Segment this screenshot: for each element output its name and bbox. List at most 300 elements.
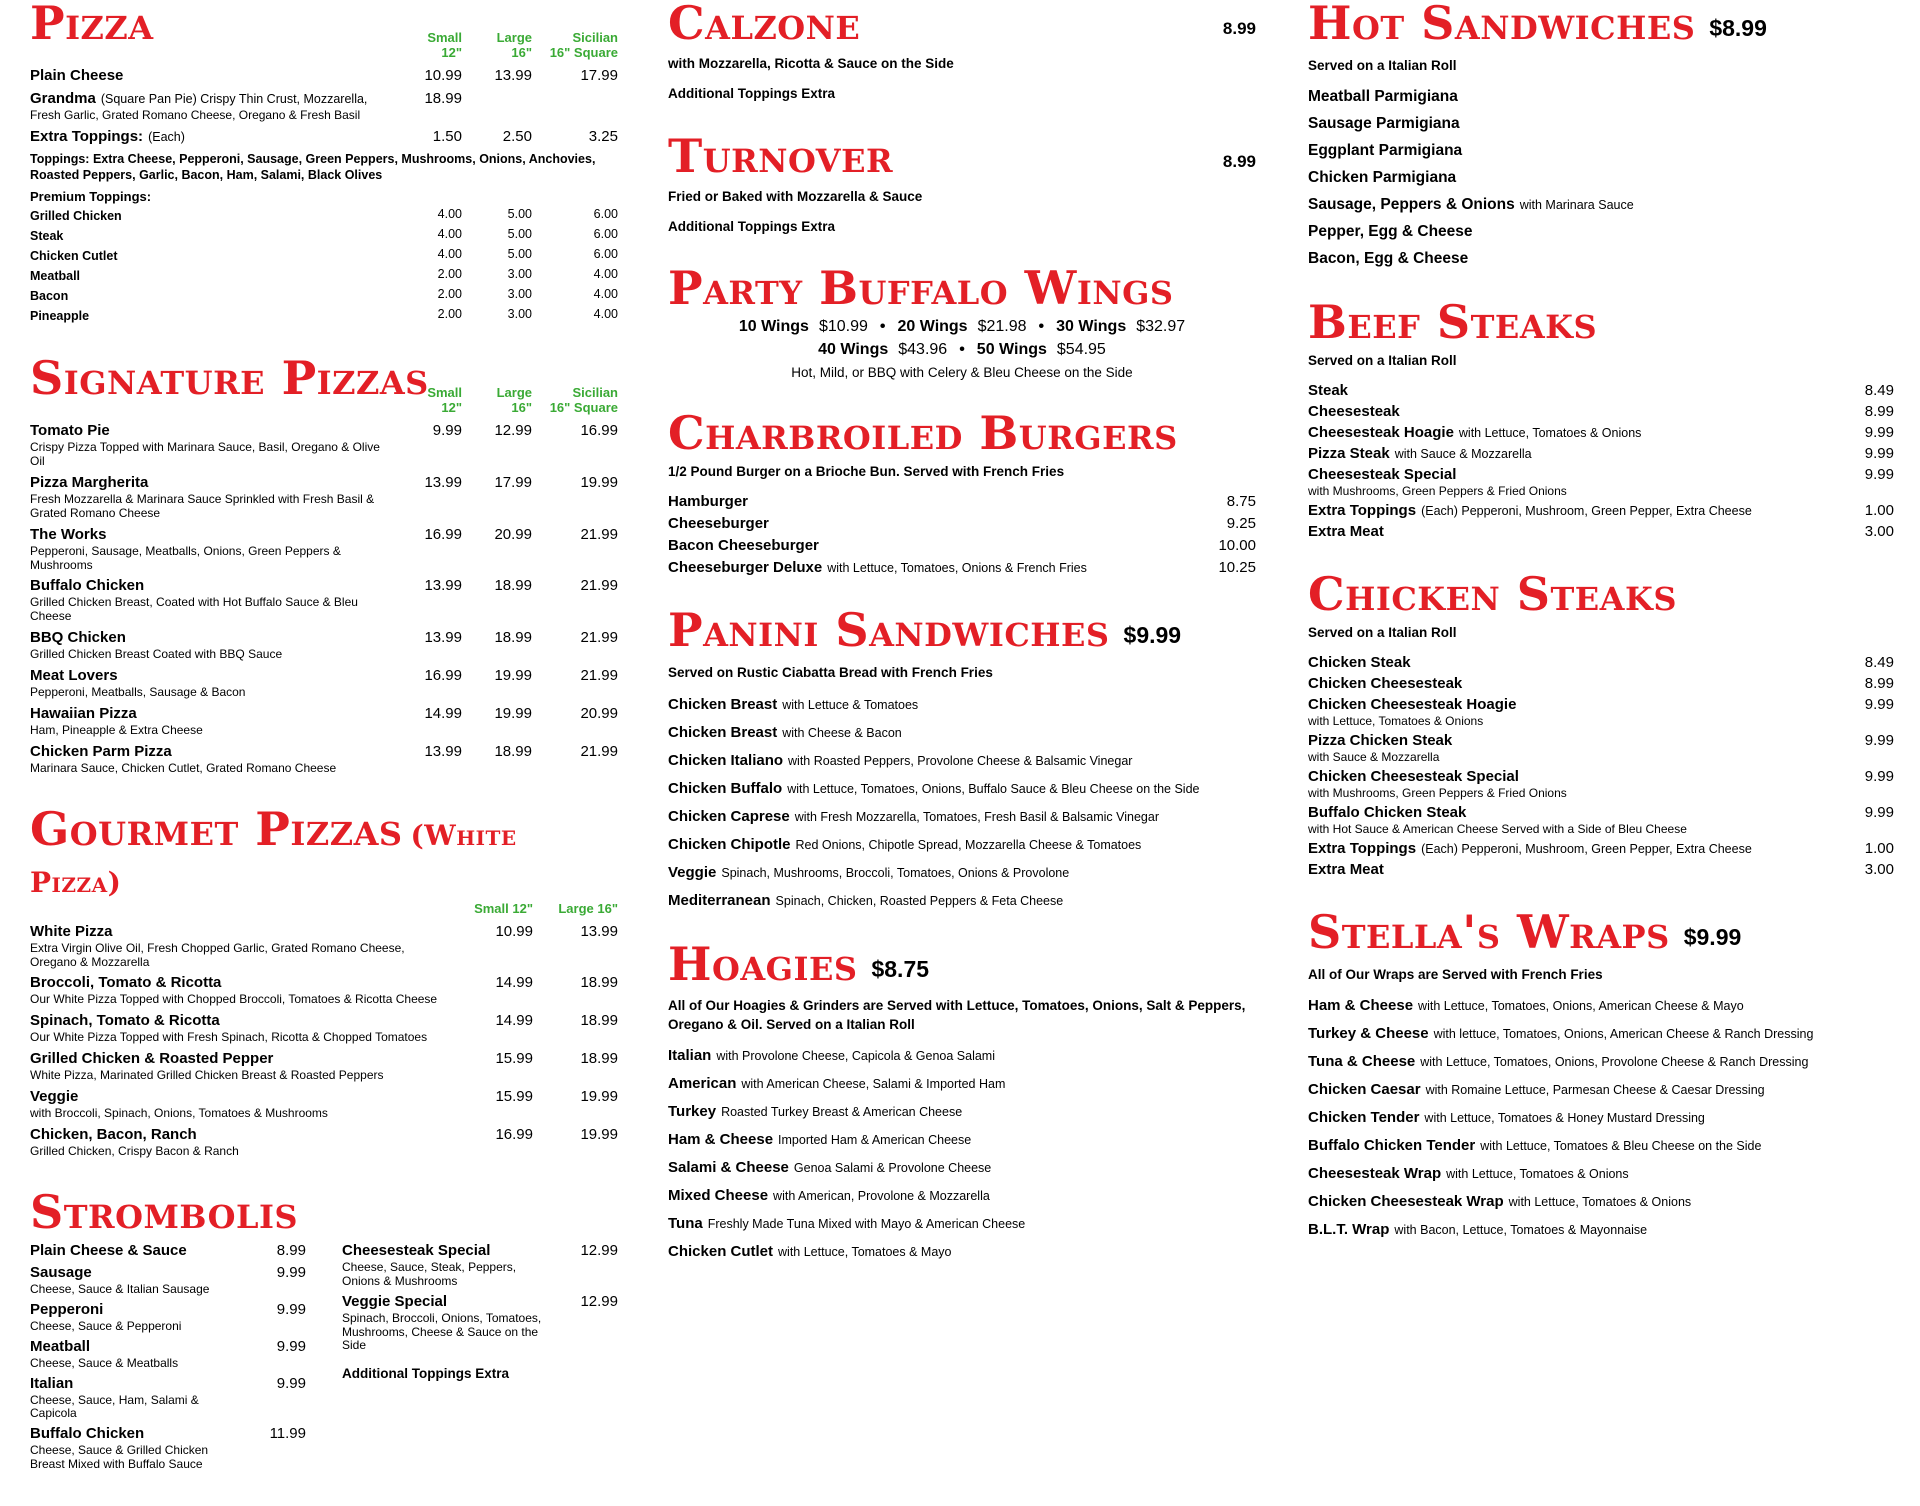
menu-item (1308, 1136, 1894, 1156)
menu-item (1308, 1220, 1894, 1240)
item-name: Chicken Cheesesteak (1308, 675, 1463, 693)
item-name: Chicken Caprese (668, 807, 790, 825)
item-inline-description: with lettuce, Tomatoes, Onions, American Cheese & Ranch Dressing (1433, 1027, 1814, 1042)
menu-item (1308, 861, 1894, 879)
item-price: 1.00 (1864, 839, 1894, 857)
item-name: Tomato Pie (30, 421, 110, 439)
item-price-sicilian (532, 90, 618, 108)
item-name-cell (30, 974, 448, 992)
menu-item (1308, 1108, 1894, 1128)
menu-item (1308, 675, 1894, 693)
item-name-cell (30, 1425, 244, 1443)
item-inline-description: with Cheese & Bacon (782, 725, 902, 740)
item-price: 10.25 (1218, 559, 1256, 577)
item-name: Cheesesteak (1308, 403, 1400, 421)
item-name-cell (30, 743, 392, 761)
menu-item (1308, 804, 1894, 837)
section-title-burgers: Charbroiled Burgers (668, 406, 1178, 461)
wings-price-line-2 (668, 341, 1256, 359)
item-name: Chicken Cutlet (668, 1242, 774, 1260)
pizza-items (30, 67, 618, 146)
item-price-large: 19.99 (580, 1126, 618, 1144)
item-price-sicilian: 19.99 (580, 473, 618, 491)
size-label: 16" (511, 400, 532, 416)
item-price: 9.99 (1864, 696, 1894, 714)
section-title-wraps: Stella's Wraps (1308, 904, 1670, 959)
menu-item (1308, 466, 1894, 499)
item-name: Sausage Parmigiana (1308, 115, 1460, 133)
hoagie-items (668, 1046, 1256, 1262)
item-name-cell (1308, 445, 1832, 463)
item-name: Plain Cheese & Sauce (30, 1241, 187, 1259)
title-row (1308, 904, 1894, 962)
item-name: Pineapple (30, 309, 90, 324)
item-inline-description: Imported Ham & American Cheese (778, 1132, 972, 1147)
wings-note: Hot, Mild, or BBQ with Celery & Bleu Cheese on the Side (791, 365, 1133, 381)
item-price-small: 1.50 (432, 127, 462, 145)
item-price: 9.99 (1864, 804, 1894, 821)
item-name: Cheesesteak Special (342, 1241, 491, 1259)
item-price-large: 18.99 (580, 1012, 618, 1030)
menu-item (668, 1186, 1256, 1206)
section-price: $8.99 (1709, 15, 1767, 41)
menu-item (1308, 840, 1894, 858)
menu-item (1308, 249, 1894, 269)
item-name: Eggplant Parmigiana (1308, 142, 1463, 160)
item-name: Extra Toppings: (30, 127, 144, 145)
menu-item (668, 1158, 1256, 1178)
beef-steak-items (1308, 382, 1894, 541)
menu-item (30, 287, 618, 305)
menu-item (1308, 141, 1894, 161)
item-price: 10.00 (1218, 537, 1256, 555)
item-name: Chicken Breast (668, 695, 778, 713)
item-name-cell (30, 1050, 448, 1068)
wings-price-option (947, 341, 1106, 358)
item-price-sicilian: 21.99 (580, 742, 618, 760)
menu-item (30, 1242, 306, 1260)
item-name-cell (668, 559, 1194, 577)
item-name-cell (1308, 424, 1832, 442)
item-price: 3.00 (1864, 860, 1894, 878)
menu-item (1308, 445, 1894, 463)
item-name: Buffalo Chicken (30, 577, 145, 595)
item-name: Hamburger (668, 493, 749, 511)
size-label: Small (427, 29, 462, 45)
item-name-cell (30, 307, 392, 325)
item-name: Veggie Special (342, 1292, 448, 1310)
item-name: Chicken Cutlet (30, 249, 118, 264)
item-name: Italian (668, 1046, 712, 1064)
item-name: Steak (1308, 382, 1349, 400)
item-description: Cheese, Sauce & Italian Sausage (30, 1281, 210, 1296)
item-name-cell (30, 287, 392, 305)
menu-column-left (30, 0, 618, 1506)
item-name: White Pizza (30, 922, 113, 940)
menu-item (668, 891, 1256, 911)
item-name-cell (30, 1264, 244, 1282)
item-price-large: 5.00 (507, 207, 532, 222)
additional-toppings-note: Additional Toppings Extra (668, 86, 835, 102)
item-name: Meatball (30, 1337, 91, 1355)
menu-item (668, 493, 1256, 511)
item-price-small: 15.99 (495, 1050, 533, 1068)
item-name-cell (30, 128, 392, 146)
item-name-cell (30, 629, 392, 647)
item-name-cell (1308, 696, 1832, 714)
item-name-cell (30, 667, 392, 685)
item-name: Chicken Steak (1308, 654, 1411, 672)
section-subtitle: Served on a Italian Roll (1308, 625, 1457, 641)
section-chicken-steaks (1308, 567, 1894, 879)
item-description: Grilled Chicken Breast, Coated with Hot Buffalo Sauce & Bleu Cheese (30, 595, 358, 624)
item-name-cell (30, 247, 392, 265)
menu-item (1308, 1192, 1894, 1212)
item-price-small: 2.00 (437, 287, 462, 302)
item-name: Chicken Buffalo (668, 779, 783, 797)
menu-item (1308, 696, 1894, 729)
item-inline-description: with Bacon, Lettuce, Tomatoes & Mayonnaise (1394, 1223, 1648, 1238)
item-description: Grilled Chicken, Crispy Bacon & Ranch (30, 1144, 239, 1159)
menu-item (668, 1046, 1256, 1066)
item-name: Pepperoni (30, 1300, 104, 1318)
item-name: Pizza Margherita (30, 473, 149, 491)
item-name: Meatball Parmigiana (1308, 88, 1458, 106)
menu-item (1308, 654, 1894, 672)
item-price-large: 13.99 (494, 66, 532, 84)
item-name-cell (1308, 466, 1832, 484)
item-name: Chicken Cheesesteak Hoagie (1308, 696, 1517, 714)
item-inline-description: (Each) Pepperoni, Mushroom, Green Pepper, Extra Cheese (1421, 841, 1752, 856)
item-name: Extra Meat (1308, 523, 1384, 541)
item-name-cell (30, 1375, 244, 1393)
item-price-large: 12.99 (494, 421, 532, 439)
item-price-small: 15.99 (495, 1088, 533, 1106)
item-price-large: 3.00 (507, 267, 532, 282)
menu-item (668, 559, 1256, 577)
item-price: 9.99 (1864, 768, 1894, 786)
size-header-large (462, 31, 532, 61)
size-header-sicilian (532, 31, 618, 61)
item-price-small: 14.99 (424, 705, 462, 723)
section-title-strombolis: Strombolis (30, 1184, 299, 1239)
menu-item (30, 207, 618, 225)
menu-item (30, 128, 618, 146)
item-inline-description: Spinach, Chicken, Roasted Peppers & Feta Cheese (775, 893, 1064, 908)
section-subtitle: All of Our Hoagies & Grinders are Served with Lettuce, Tomatoes, Onions, Salt & Peppers, Oregano & Oil. Served on a Italian Roll (668, 998, 1246, 1032)
item-name: Chicken Cheesesteak Wrap (1308, 1193, 1504, 1211)
item-name-cell (1308, 861, 1832, 879)
menu-item (30, 923, 618, 970)
menu-item (1308, 523, 1894, 541)
item-price-small: 13.99 (424, 473, 462, 491)
size-label: 16" Square (549, 44, 618, 60)
item-name-cell (30, 526, 392, 544)
menu-item (30, 474, 618, 521)
item-name: The Works (30, 525, 107, 543)
item-price-small: 4.00 (437, 247, 462, 262)
menu-item (668, 835, 1256, 855)
item-description: Cheese, Sauce & Pepperoni (30, 1318, 182, 1333)
item-inline-description: (Each) Pepperoni, Mushroom, Green Pepper, Extra Cheese (1421, 504, 1752, 519)
menu-item (668, 751, 1256, 771)
item-inline-description: Red Onions, Chipotle Spread, Mozzarella Cheese & Tomatoes (795, 837, 1142, 852)
item-price-small: 10.99 (495, 922, 533, 940)
item-price-large: 18.99 (494, 629, 532, 647)
section-price: $9.99 (1123, 622, 1182, 649)
item-name: Salami & Cheese (668, 1158, 789, 1176)
item-price-sicilian: 16.99 (580, 421, 618, 439)
menu-item (1308, 382, 1894, 400)
menu-item (668, 1242, 1256, 1262)
item-name: Cheesesteak Wrap (1308, 1165, 1442, 1183)
menu-item (1308, 1164, 1894, 1184)
item-name: Mixed Cheese (668, 1186, 769, 1204)
item-inline-description: Roasted Turkey Breast & American Cheese (721, 1104, 963, 1119)
menu-item (30, 90, 618, 123)
item-price-small: 2.00 (437, 267, 462, 282)
size-header-row (30, 31, 618, 61)
menu-item (668, 537, 1256, 555)
item-name: Buffalo Chicken Tender (1308, 1137, 1476, 1155)
wings-quantity: 40 Wings (818, 341, 889, 359)
size-label: 16" (511, 44, 532, 60)
item-name: Ham & Cheese (668, 1130, 774, 1148)
item-name-cell (1308, 840, 1832, 858)
gourmet-pizza-items (30, 923, 618, 1159)
item-price-large: 18.99 (580, 1050, 618, 1068)
item-name: Broccoli, Tomato & Ricotta (30, 974, 222, 992)
item-price-small: 14.99 (495, 1012, 533, 1030)
spacer (30, 386, 392, 416)
item-description: with Broccoli, Spinach, Onions, Tomatoes & Mushrooms (30, 1106, 328, 1121)
item-name-cell (30, 67, 392, 85)
item-name-cell (30, 1088, 448, 1106)
item-inline-description: Freshly Made Tuna Mixed with Mayo & American Cheese (707, 1216, 1026, 1231)
menu-item (668, 515, 1256, 533)
menu-item (668, 1074, 1256, 1094)
menu-item (30, 67, 618, 85)
menu-item (30, 247, 618, 265)
item-name-cell (668, 515, 1194, 533)
menu-item (668, 1214, 1256, 1234)
size-label: 16" Square (549, 400, 618, 416)
item-price: 8.99 (1864, 403, 1894, 421)
item-name: Turkey & Cheese (1308, 1025, 1429, 1043)
item-price-large: 17.99 (494, 473, 532, 491)
item-name: Chicken Tender (1308, 1109, 1420, 1127)
item-price: 8.75 (1226, 493, 1256, 511)
menu-item (668, 723, 1256, 743)
item-inline-description: with Lettuce, Tomatoes & Mayo (778, 1244, 952, 1259)
wings-price-option (818, 341, 947, 358)
item-price: 9.99 (1864, 445, 1894, 463)
toppings-note: Toppings: Extra Cheese, Pepperoni, Sausage, Green Peppers, Mushrooms, Onions, Anchovies, Roasted Peppers, Garlic, Bacon, Ham, Salami, Black Olives (30, 151, 596, 182)
item-name: Spinach, Tomato & Ricotta (30, 1012, 220, 1030)
section-price: $9.99 (1683, 923, 1742, 950)
menu-item (668, 1102, 1256, 1122)
menu-item (1308, 87, 1894, 107)
item-inline-description: with Lettuce, Tomatoes, Onions, Provolone Cheese & Ranch Dressing (1420, 1055, 1809, 1070)
item-name: Pepper, Egg & Cheese (1308, 223, 1473, 241)
section-beef-steaks (1308, 295, 1894, 541)
item-description: Pepperoni, Meatballs, Sausage & Bacon (30, 685, 246, 700)
section-pizza (30, 0, 618, 325)
burger-items (668, 493, 1256, 577)
size-header-large (462, 386, 532, 416)
wings-price-option (739, 318, 868, 335)
menu-item (1308, 1052, 1894, 1072)
menu-column-right (1308, 0, 1894, 1270)
item-price-small: 4.00 (437, 227, 462, 242)
item-name-cell (1308, 768, 1832, 786)
menu-item (30, 1050, 618, 1083)
section-subtitle: All of Our Wraps are Served with French Fries (1308, 966, 1603, 982)
menu-item (668, 695, 1256, 715)
menu-item (1308, 195, 1894, 215)
title-row (668, 128, 1256, 186)
item-name: Chicken Parmigiana (1308, 169, 1457, 187)
menu-item (668, 807, 1256, 827)
size-label: Large (496, 29, 532, 45)
item-price-small: 16.99 (495, 1126, 533, 1144)
menu-item (30, 267, 618, 285)
item-inline-description: (Each) (148, 129, 185, 144)
item-name: Meat Lovers (30, 667, 118, 685)
item-name: Pizza Chicken Steak (1308, 732, 1453, 750)
menu-item (668, 779, 1256, 799)
item-inline-description: with Lettuce, Tomatoes, Onions & French Fries (827, 561, 1087, 576)
item-name-cell (1308, 403, 1832, 421)
item-price-sicilian: 21.99 (580, 577, 618, 595)
item-inline-description: Genoa Salami & Provolone Cheese (793, 1160, 992, 1175)
item-price-small: 14.99 (495, 974, 533, 992)
item-name: Meatball (30, 269, 81, 284)
menu-item (30, 1425, 306, 1472)
menu-column-middle (668, 0, 1256, 1292)
size-label: Sicilian (572, 385, 618, 401)
menu-item (30, 974, 618, 1007)
item-name: Tuna (668, 1214, 703, 1232)
item-price-large: 18.99 (580, 974, 618, 992)
title-row (1308, 0, 1894, 53)
item-name: BBQ Chicken (30, 629, 126, 647)
item-price-large: 3.00 (507, 287, 532, 302)
item-name: Italian (30, 1374, 74, 1392)
item-price-sicilian: 4.00 (593, 267, 618, 282)
item-price: 9.99 (276, 1337, 306, 1355)
chicken-steak-items (1308, 654, 1894, 879)
panini-items (668, 695, 1256, 911)
item-name: Extra Meat (1308, 860, 1384, 878)
item-name-cell (1308, 382, 1832, 400)
item-name-cell (1308, 804, 1832, 822)
item-name-cell (30, 1242, 244, 1260)
item-name: Sausage, Peppers & Onions (1308, 196, 1515, 214)
item-description: Our White Pizza Topped with Fresh Spinach, Ricotta & Chopped Tomatoes (30, 1030, 428, 1045)
item-name: Veggie (668, 863, 717, 881)
item-description: Cheese, Sauce & Meatballs (30, 1355, 179, 1370)
section-title-beef-steaks: Beef Steaks (1308, 295, 1598, 350)
item-name-cell (1308, 732, 1832, 750)
item-price-small: 13.99 (424, 742, 462, 760)
item-price-small: 16.99 (424, 525, 462, 543)
item-name-cell (1308, 523, 1832, 541)
item-price: 9.25 (1226, 515, 1256, 533)
item-description: Fresh Mozzarella & Marinara Sauce Sprinkled with Fresh Basil & Grated Romano Cheese (30, 491, 375, 520)
section-title-calzone: Calzone (668, 0, 861, 50)
section-title-wings: Party Buffalo Wings (668, 261, 1174, 316)
menu-item (1308, 732, 1894, 765)
item-inline-description: with American Cheese, Salami & Imported Ham (741, 1076, 1006, 1091)
hot-sandwich-items (1308, 87, 1894, 269)
item-name: Bacon (30, 289, 69, 304)
item-price-large (462, 90, 532, 108)
item-name-cell (668, 493, 1194, 511)
section-title-subtext: (White Pizza) (30, 818, 517, 899)
wings-quantity: 10 Wings (738, 318, 809, 336)
section-subtitle: Served on Rustic Ciabatta Bread with French Fries (668, 665, 993, 681)
size-header-large: Large 16" (558, 900, 618, 916)
item-inline-description: with Lettuce, Tomatoes & Honey Mustard Dressing (1424, 1111, 1705, 1126)
item-description: Cheese, Sauce & Grilled Chicken Breast Mixed with Buffalo Sauce (30, 1443, 209, 1472)
item-price-sicilian: 4.00 (593, 307, 618, 322)
item-price: 9.99 (276, 1300, 306, 1318)
title-row (668, 936, 1256, 994)
item-inline-description: with Lettuce, Tomatoes & Onions (1508, 1195, 1692, 1210)
item-name-cell (30, 1012, 448, 1030)
size-header-row (30, 902, 618, 917)
menu-item (30, 227, 618, 245)
menu-item (30, 743, 618, 776)
menu-item (30, 629, 618, 662)
menu-item (342, 1293, 618, 1354)
menu-item (30, 667, 618, 700)
section-gourmet-pizzas (30, 801, 618, 1159)
item-price-large: 19.99 (494, 667, 532, 685)
item-description: with Mushrooms, Green Peppers & Fried Onions (1308, 786, 1567, 801)
size-label: Sicilian (572, 29, 618, 45)
item-name-cell (30, 474, 392, 492)
section-title-pizza: Pizza (30, 0, 154, 50)
premium-topping-items (30, 207, 618, 325)
item-description: White Pizza, Marinated Grilled Chicken Breast & Roasted Peppers (30, 1068, 384, 1083)
wings-quantity: 30 Wings (1056, 318, 1127, 336)
spacer (30, 31, 392, 61)
menu-item (30, 1088, 618, 1121)
item-description: with Hot Sauce & American Cheese Served with a Side of Bleu Cheese (1308, 822, 1687, 836)
item-description: Cheese, Sauce, Steak, Peppers, Onions & Mushrooms (342, 1259, 517, 1288)
menu-item (668, 1130, 1256, 1150)
section-title-hoagies: Hoagies (668, 936, 858, 991)
item-price-sicilian: 21.99 (580, 525, 618, 543)
wings-pricing (668, 318, 1256, 380)
item-price-small: 4.00 (437, 207, 462, 222)
item-price-large: 5.00 (507, 247, 532, 262)
item-inline-description: with Lettuce & Tomatoes (782, 697, 919, 712)
section-strombolis (30, 1184, 618, 1476)
menu-item (1308, 168, 1894, 188)
item-name: Extra Toppings (1308, 502, 1417, 520)
item-price-sicilian: 6.00 (593, 227, 618, 242)
spacer (30, 902, 448, 917)
item-description: Fresh Garlic, Grated Romano Cheese, Oregano & Fresh Basil (30, 107, 361, 122)
item-name-cell (30, 90, 392, 108)
menu-item (342, 1242, 618, 1289)
item-price-small: 9.99 (432, 421, 462, 439)
item-price: 8.49 (1864, 654, 1894, 672)
size-label: 12" (441, 400, 462, 416)
